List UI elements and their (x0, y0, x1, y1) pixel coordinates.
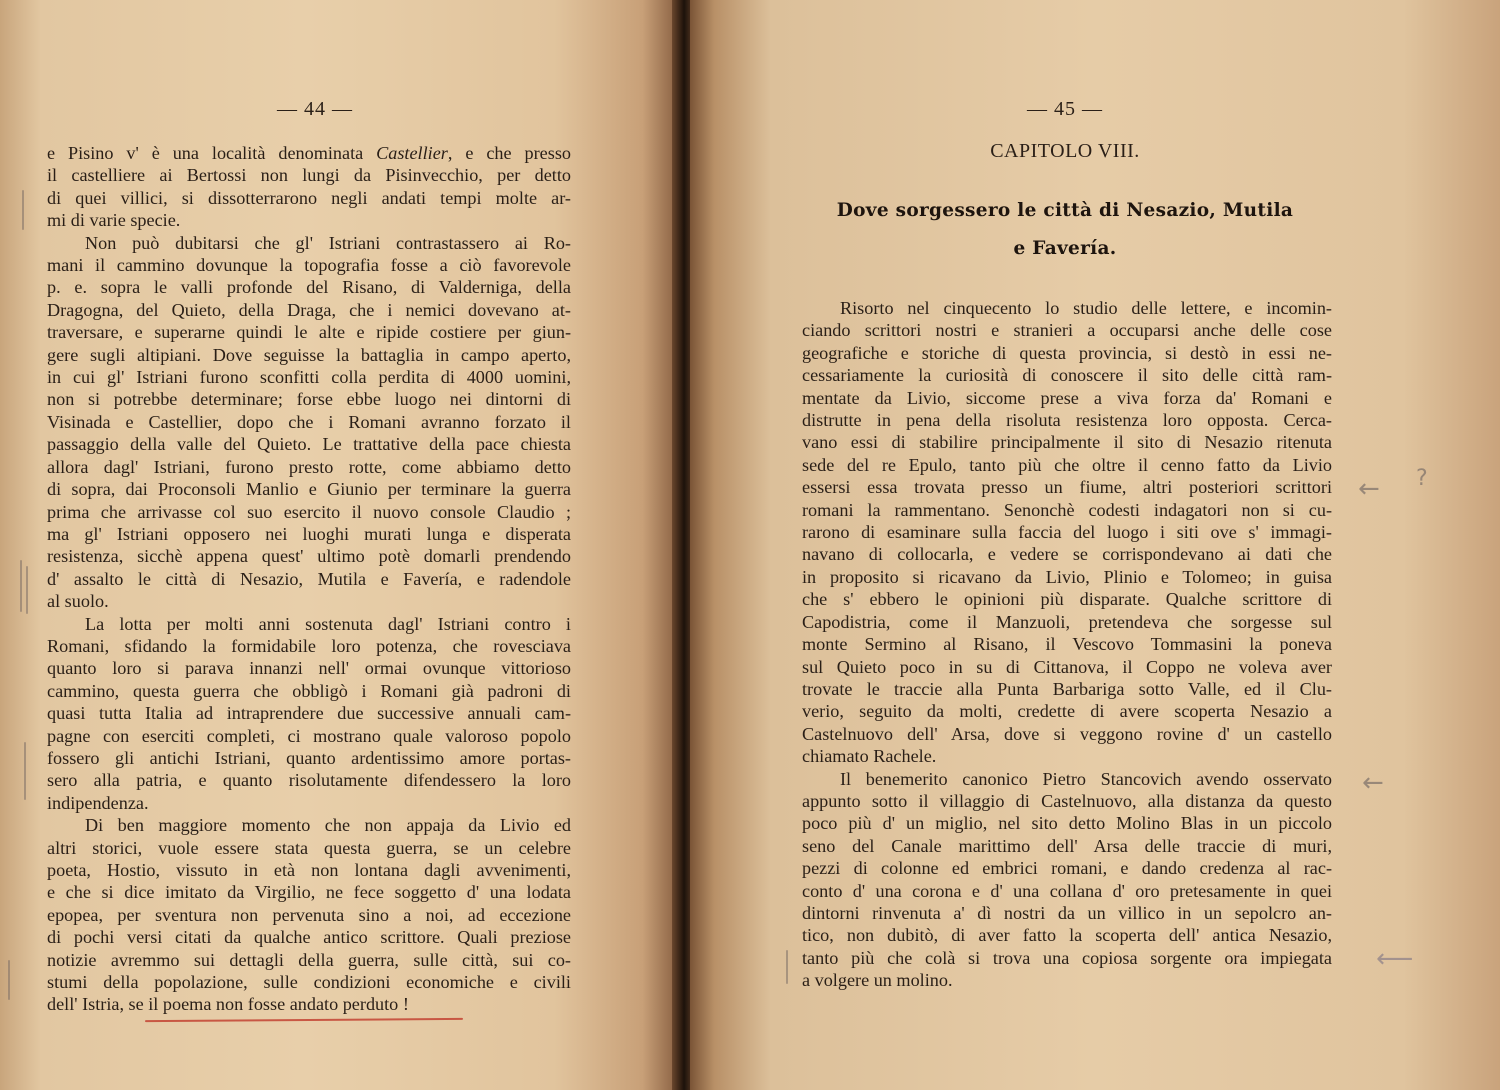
text-line (47, 725, 571, 747)
page-number-right: — 45 — (1027, 98, 1103, 120)
text-fragment: fossero gli antichi Istriani, quanto ardentissimo amore portas- (47, 747, 571, 768)
right-page-body (802, 297, 1332, 992)
pencil-margin-mark (24, 742, 26, 800)
text-fragment: traversare, e superarne quindi le alte e ripide costiere per giun- (47, 322, 571, 343)
text-line: navano di collocarla, e vedere se corrispondevano ai dati che (802, 544, 1332, 565)
text-fragment: Di ben maggiore momento che non appaja da Livio ed (85, 815, 571, 836)
text-line: verio, seguito da molti, credette di avere scoperta Nesazio a (802, 701, 1332, 722)
text-fragment: La lotta per molti anni sostenuta dagl' Istriani contro i (85, 613, 571, 634)
pencil-margin-mark (26, 566, 28, 614)
text-line (47, 657, 571, 679)
text-line (47, 276, 571, 298)
text-line: geografiche e storiche di questa provincia, si destò in essi ne- (802, 342, 1332, 363)
text-line: Il benemerito canonico Pietro Stancovich avendo osservato (840, 768, 1332, 789)
text-fragment: al suolo. (47, 591, 109, 612)
text-fragment: d' assalto le città di Nesazio, Mutila e Favería, e radendole (47, 568, 571, 589)
text-fragment: Dragogna, del Quieto, della Draga, che i nemici dovevano at- (47, 299, 571, 320)
text-fragment: mani il cammino dovunque la topografia fosse a ciò favorevole (47, 255, 571, 276)
text-line: Capodistria, come il Manzuoli, pretendeva che sorgesse sul (802, 611, 1332, 632)
text-fragment: quanto loro si parava innanzi nell' ormai ovunque vittorioso (47, 658, 571, 679)
text-fragment: di sopra, dai Proconsoli Manlio e Giunio per terminare la guerra (47, 479, 571, 500)
text-line (47, 680, 571, 702)
text-line (47, 635, 571, 657)
text-line: in proposito si ricavano da Livio, Plinio e Tolomeo; in guisa (802, 566, 1332, 587)
pencil-margin-mark (8, 960, 10, 1000)
text-line: mentate da Livio, siccome prese a viva forza da' Romani e (802, 387, 1332, 408)
right-page (690, 0, 1500, 1090)
chapter-title-line-2: e Favería. (1013, 238, 1117, 259)
text-fragment: cammino, questa guerra che obbligò i Romani già padroni di (47, 680, 571, 701)
text-fragment: ma gl' Istriani opposero nei luoghi murati lunga e disperata (47, 523, 571, 544)
text-line (47, 187, 571, 209)
text-fragment: non si potrebbe determinare; forse ebbe luogo nei dintorni di (47, 389, 571, 410)
text-fragment: quasi tutta Italia ad intraprendere due successive annuali cam- (47, 703, 571, 724)
text-line (47, 993, 571, 1015)
text-line: essersi essa trovata presso un fiume, altri posteriori scrittori (802, 477, 1332, 498)
text-line (47, 501, 571, 523)
text-line (47, 568, 571, 590)
text-fragment: prima che arrivasse col suo esercito il nuovo console Claudio ; (47, 501, 571, 522)
text-fragment: pagne con eserciti completi, ci mostrano quale valoroso popolo (47, 725, 571, 746)
pencil-arrow-icon: ← (1362, 768, 1384, 798)
text-line (47, 523, 571, 545)
text-line (47, 299, 571, 321)
text-line (47, 321, 571, 343)
text-fragment: in cui gl' Istriani furono sconfitti colla perdita di 4000 uomini, (47, 367, 571, 388)
text-line (47, 837, 571, 859)
text-line (47, 388, 571, 410)
text-line (47, 478, 571, 500)
text-line: dintorni rinvenuta a' dì nostri da un villico in un sepolcro an- (802, 902, 1332, 923)
text-line (47, 792, 571, 814)
text-fragment: Romani, sfidando la formidabile loro potenza, che rovesciava (47, 635, 571, 656)
margin-note: ? (1416, 466, 1428, 491)
text-line: Castelnuovo dell' Arsa, dove si veggono rovine d' un castello (802, 723, 1332, 744)
left-page (0, 0, 676, 1090)
left-page-body (47, 142, 571, 1016)
text-line: seno del Canale marittimo dell' Arsa delle traccie di muri, (802, 835, 1332, 856)
text-fragment: altri storici, vuole essere stata questa guerra, se un celebre (47, 837, 571, 858)
text-fragment: p. e. sopra le valli profonde del Risano, di Valderniga, della (47, 277, 571, 298)
text-fragment: stumi della popolazione, sulle condizioni economiche e civili (47, 972, 571, 993)
text-line (47, 590, 571, 612)
text-line (47, 613, 571, 635)
text-line: sede del re Epulo, tanto più che oltre il cenno fatto da Livio (802, 454, 1332, 475)
text-line (47, 859, 571, 881)
text-line: pezzi di colonne ed embrici romani, e dando credenza al rac- (802, 858, 1332, 879)
text-line (47, 926, 571, 948)
text-line (47, 949, 571, 971)
text-line (47, 344, 571, 366)
text-line: romani la rammentano. Senonchè codesti indagatori non si cu- (802, 499, 1332, 520)
text-line: sul Quieto poco in su di Cittanova, il Coppo ne voleva aver (802, 656, 1332, 677)
text-fragment: notizie avremmo sui dettagli della guerra, sulle città, sui co- (47, 949, 571, 970)
text-fragment: dell' Istria, se il poema non fosse andato perduto ! (47, 994, 409, 1015)
text-line: rarono di esaminare sulla faccia del luogo i siti ove s' immagi- (802, 522, 1332, 543)
text-fragment: , e che presso (447, 143, 571, 163)
text-line (47, 366, 571, 388)
text-line (47, 881, 571, 903)
red-underline-mark (145, 1018, 463, 1022)
text-line (47, 747, 571, 769)
text-fragment: poeta, Hostio, vissuto in età non lontana dagli avvenimenti, (47, 860, 571, 880)
text-line: vano essi di stabilire principalmente il sito di Nesazio ritenuta (802, 432, 1332, 453)
text-line: tico, non dubitò, di aver fatto la scoperta dell' antica Nesazio, (802, 925, 1332, 946)
pencil-arrow-icon: ← (1358, 474, 1380, 504)
pencil-margin-mark (22, 190, 24, 230)
text-line: monte Sermino al Risano, il Vescovo Tommasini la poneva (802, 634, 1332, 655)
text-line: appunto sotto il villaggio di Castelnuovo, alla distanza da questo (802, 790, 1332, 811)
text-fragment: di pochi versi citati da qualche antico scrittore. Quali preziose (47, 927, 571, 948)
text-line: chiamato Rachele. (802, 746, 937, 767)
text-line (47, 769, 571, 791)
text-line (47, 545, 571, 567)
text-line (47, 814, 571, 836)
text-line: tanto più che colà si trova una copiosa sorgente ora impiegata (802, 947, 1332, 968)
text-line: conto d' una corona e d' una collana d' oro pretesamente in quei (802, 880, 1332, 901)
chapter-number: CAPITOLO VIII. (990, 140, 1140, 162)
text-fragment: e Pisino v' è una località denominata (47, 143, 377, 163)
text-line (47, 209, 571, 231)
text-fragment: sero alla patria, e quanto risolutamente difendessero la loro (47, 770, 571, 791)
text-line (47, 971, 571, 993)
text-line (47, 904, 571, 926)
pencil-margin-mark (786, 950, 788, 984)
text-fragment: gere sugli altipiani. Dove seguisse la battaglia in campo aperto, (47, 344, 571, 365)
text-line: distrutte in pena della risoluta resistenza loro opposta. Cerca- (802, 410, 1332, 431)
text-fragment: mi di varie specie. (47, 210, 181, 231)
text-fragment: di quei villici, si dissotterrarono negli andati tempi molte ar- (47, 187, 571, 208)
pencil-arrow-icon: ⟵ (1376, 944, 1414, 974)
text-line: poco più d' un miglio, nel sito detto Molino Blas in un piccolo (802, 813, 1332, 834)
text-fragment: allora dagl' Istriani, furono presto rotte, come abbiamo detto (47, 456, 571, 477)
text-fragment: indipendenza. (47, 792, 149, 813)
text-line: ciando scrittori nostri e stranieri a occuparsi anche delle cose (802, 320, 1332, 341)
pencil-margin-mark (20, 560, 22, 612)
text-fragment: Castellier (376, 143, 448, 163)
text-fragment: Visinada e Castellier, dopo che i Romani avranno forzato il (47, 411, 571, 432)
text-fragment: epopea, per sventura non pervenuta sino a noi, ad eccezione (47, 904, 571, 925)
text-line (47, 411, 571, 433)
text-line (47, 456, 571, 478)
text-line: a volgere un molino. (802, 970, 953, 991)
text-line: trovate le traccie alla Punta Barbariga sotto Valle, ed il Clu- (802, 678, 1332, 699)
text-line (47, 702, 571, 724)
text-line (47, 433, 571, 455)
text-line: cessariamente la curiosità di conoscere il sito delle città ram- (802, 365, 1332, 386)
text-line (47, 232, 571, 254)
text-line: che s' ebbero le opinioni più disparate. Qualche scrittore di (802, 589, 1332, 610)
text-line (47, 142, 571, 164)
text-fragment: Non può dubitarsi che gl' Istriani contrastassero ai Ro- (85, 232, 571, 253)
page-number-left: — 44 — (277, 98, 353, 120)
text-fragment: il castelliere ai Bertossi non lungi da Pisinvecchio, per detto (47, 165, 571, 186)
text-fragment: passaggio della valle del Quieto. Le trattative della pace chiesta (47, 434, 571, 455)
text-line (47, 254, 571, 276)
text-fragment: e che si dice imitato da Virgilio, ne fece soggetto d' una lodata (47, 882, 571, 903)
text-line: Risorto nel cinquecento lo studio delle lettere, e incomin- (840, 298, 1332, 318)
text-fragment: resistenza, sicchè appena quest' ultimo potè domarli prendendo (47, 546, 571, 567)
chapter-title-line-1: Dove sorgessero le città di Nesazio, Mutila (836, 200, 1294, 221)
text-line (47, 164, 571, 186)
